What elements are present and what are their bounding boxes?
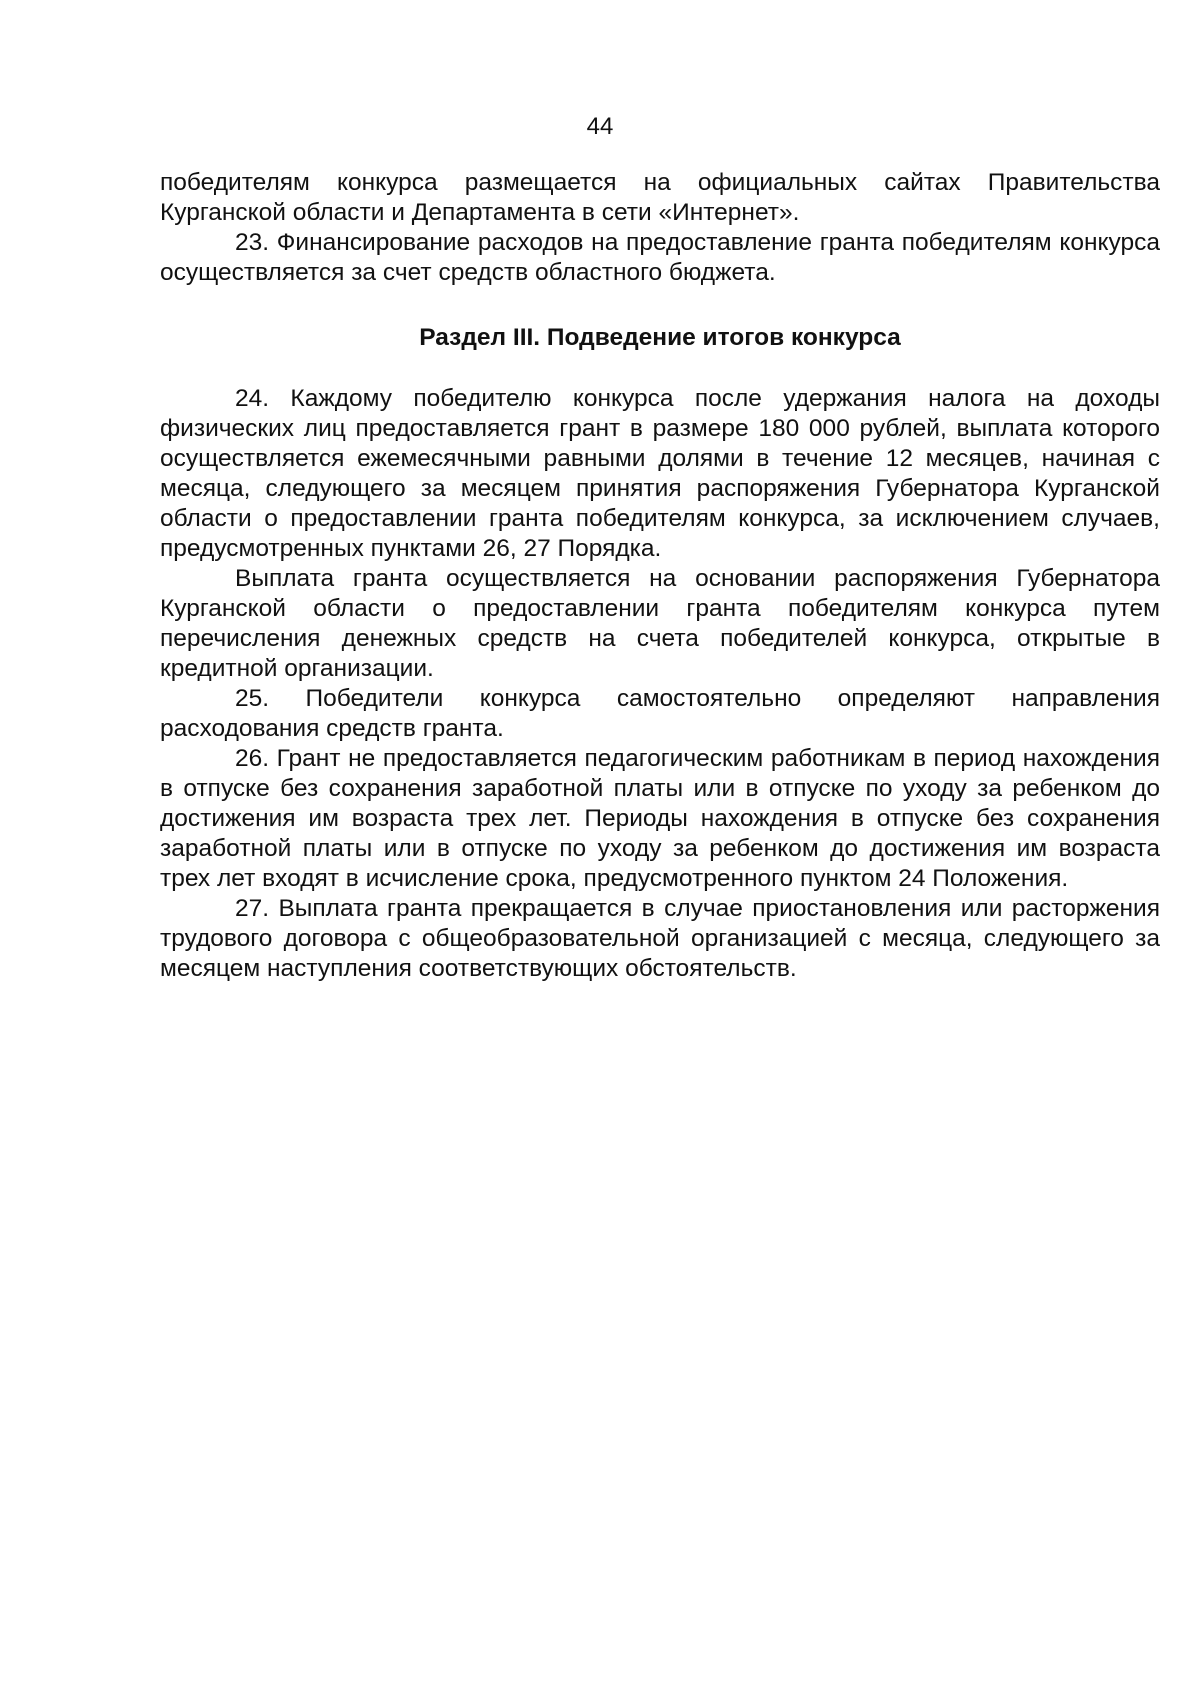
paragraph-continuation: победителям конкурса размещается на официальных сайтах Правительства Курганской области и Департамента в сети «Интернет». [160,169,1160,226]
section-heading: Раздел III. Подведение итогов конкурса [419,324,901,351]
paragraph-23: 23. Финансирование расходов на предоставление гранта победителям конкурса осуществляется за счет средств областного бюджета. [160,229,1160,286]
paragraph-27: 27. Выплата гранта прекращается в случае приостановления или расторжения трудового договора с общеобразовательной организацией с месяца, следующего за месяцем наступления соответствующих обстоятельств. [160,895,1160,982]
page-number: 44 [586,113,614,140]
paragraph-25: 25. Победители конкурса самостоятельно определяют направления расходования средств гранта. [160,685,1160,742]
paragraph-26: 26. Грант не предоставляется педагогическим работникам в период нахождения в отпуске без сохранения заработной платы или в отпуске по уходу за ребенком до достижения им возраста трех лет. Периоды нахождения в отпуске без сохранения заработной платы или в отпуске по уходу за ребенком до достижения им возраста трех лет входят в исчисление срока, предусмотренного пунктом 24 Положения. [160,745,1160,892]
document-body [160,168,1160,984]
paragraph-24-payment: Выплата гранта осуществляется на основании распоряжения Губернатора Курганской области о предоставлении гранта победителям конкурса путем перечисления денежных средств на счета победителей конкурса, открытые в кредитной организации. [160,565,1160,682]
paragraph-24: 24. Каждому победителю конкурса после удержания налога на доходы физических лиц предоставляется грант в размере 180 000 рублей, выплата которого осуществляется ежемесячными равными долями в течение 12 месяцев, начиная с месяца, следующего за месяцем принятия распоряжения Губернатора Курганской области о предоставлении гранта победителям конкурса, за исключением случаев, предусмотренных пунктами 26, 27 Порядка. [160,385,1160,562]
